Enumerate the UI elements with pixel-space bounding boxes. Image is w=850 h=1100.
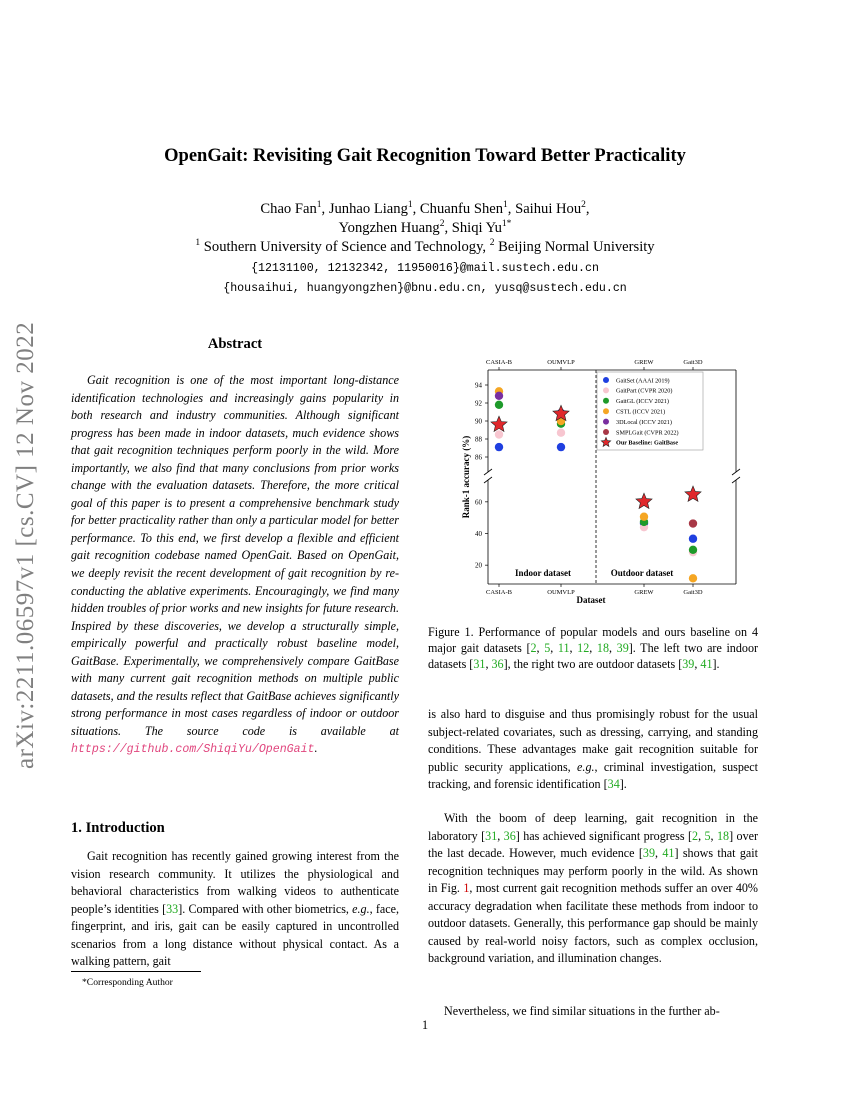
legend-label: CSTL (ICCV 2021) <box>616 408 666 416</box>
citation-link[interactable]: 11 <box>557 641 570 655</box>
author-name: Shiqi Yu <box>451 219 502 236</box>
top-tick-label: CASIA-B <box>485 359 513 366</box>
right-paragraph-3: Nevertheless, we find similar situations in the further ab- <box>444 1004 720 1018</box>
paper-title: OpenGait: Revisiting Gait Recognition Toward Better Practicality <box>164 146 686 166</box>
author-affiliation-mark: 1* <box>501 219 512 229</box>
email-line-2: {housaihui, huangyongzhen}@bnu.edu.cn, yusq@sustech.edu.cn <box>223 282 627 295</box>
abstract-text <box>71 372 399 759</box>
figure-caption: Figure 1. Performance of popular models and ours baseline on 4 major gait datasets [2, 5, 11, 12, 18, 39]. The left two are indoor datasets [31, 36], the right two are outdoor datasets [39, 41]. <box>428 625 759 671</box>
affiliation-1: Southern University of Science and Technology, <box>203 238 487 255</box>
x-tick-label: OUMVLP <box>547 589 575 596</box>
data-point <box>495 443 503 451</box>
text-run: Figure 1. Performance of popular models and ours baseline on 4 major gait datasets [ <box>428 625 758 655</box>
citation-link[interactable]: 2 <box>530 641 537 655</box>
right-paragraph-1 <box>428 706 758 794</box>
text-run: ] has achieved significant progress [ <box>515 828 693 843</box>
x-tick-label: CASIA-B <box>485 589 513 596</box>
affiliation-mark: 1 <box>195 238 201 248</box>
text-run: ] shows that gait recognition techniques may perform poorly in the wild. As shown in Fig. <box>428 846 758 896</box>
y-tick-label: 88 <box>475 435 482 444</box>
text-run: is also hard to disguise and thus promisingly robust for the usual subject-related covariates, such as dressing, carrying, and standing conditions. These advantages make gait recognition suitable for public security applications, <box>428 707 758 774</box>
y-tick-label: 20 <box>475 561 482 570</box>
data-point <box>557 443 565 451</box>
region-label-outdoor: Outdoor dataset <box>610 568 674 578</box>
y-tick-label: 86 <box>475 453 482 462</box>
intro-paragraph <box>71 848 399 971</box>
text-run: ]. Compared with other biometrics, <box>178 901 353 916</box>
figure-1-chart <box>455 348 760 603</box>
legend-marker <box>603 419 609 425</box>
code-link[interactable]: https://github.com/ShiqiYu/OpenGait <box>71 743 315 757</box>
text-run: ]. <box>712 657 720 671</box>
affiliation-2: Beijing Normal University <box>498 238 655 255</box>
region-label-indoor: Indoor dataset <box>514 568 572 578</box>
author-affiliation-mark: 2 <box>581 200 586 210</box>
author-affiliation-mark: 2 <box>439 219 445 229</box>
author-name: Junhao Liang <box>328 200 408 217</box>
legend-marker <box>603 377 609 383</box>
text-run: ], the right two are outdoor datasets [ <box>503 657 683 671</box>
y-tick-label: 94 <box>475 381 482 390</box>
y-axis-label: Rank-1 accuracy (%) <box>461 435 471 519</box>
citation-link[interactable]: 34 <box>607 777 620 792</box>
text-run: e.g. <box>577 759 595 774</box>
data-point <box>689 574 697 582</box>
data-point <box>495 392 503 400</box>
data-point-star <box>685 486 701 501</box>
top-tick-label: Gait3D <box>683 359 703 366</box>
data-point <box>640 513 648 521</box>
author-affiliation-mark: 1 <box>407 200 413 210</box>
text-run: ]. The left two are indoor datasets [ <box>428 641 759 671</box>
author-line-1: Chao Fan$^1$, Junhao Liang$^1$, Chuanfu Shen$^1$, Saihui Hou$^2$, <box>260 200 590 217</box>
page-number: 1 <box>421 1018 429 1032</box>
section-heading-introduction: 1. Introduction <box>71 820 165 836</box>
y-tick-label: 92 <box>475 399 482 408</box>
author-line-2: Yongzhen Huang$^2$, Shiqi $Yu^{1*}$ <box>338 219 512 236</box>
citation-link[interactable]: 33 <box>166 901 179 916</box>
citation-link[interactable]: 39 <box>642 846 655 861</box>
citation-link[interactable]: 39 <box>616 641 629 655</box>
y-tick-label: 40 <box>475 530 482 538</box>
legend-label: SMPLGait (CVPR 2022) <box>616 429 679 437</box>
footnote-rule <box>71 971 201 972</box>
abstract-heading: Abstract <box>207 336 263 352</box>
text-run: With the boom of deep learning, gait recognition in the laboratory [ <box>428 811 758 843</box>
y-tick-label: 90 <box>475 417 482 426</box>
x-axis-label: Dataset <box>576 595 606 603</box>
legend-marker <box>603 398 609 404</box>
x-tick-label: Gait3D <box>683 589 703 596</box>
author-affiliation-mark: 1 <box>503 200 508 210</box>
text-run: Gait recognition has recently gained growing interest from the vision research community. It utilizes the physiological and behavioral characteristics from walking videos to authenticate people’s identities [ <box>71 849 399 916</box>
data-point-star <box>491 416 507 431</box>
top-tick-label: OUMVLP <box>547 359 575 366</box>
citation-link[interactable]: 5 <box>544 641 551 655</box>
top-tick-label: GREW <box>634 359 654 366</box>
citation-link[interactable]: 2 <box>692 828 699 843</box>
data-point <box>495 430 503 438</box>
data-point <box>689 535 697 543</box>
author-name: Yongzhen Huang <box>338 219 440 236</box>
data-point <box>495 401 503 409</box>
legend-label: GaitPart (CVPR 2020) <box>616 387 673 395</box>
citation-link[interactable]: 39 <box>682 657 695 671</box>
legend-label: 3DLocal (ICCV 2021) <box>616 418 672 426</box>
legend-marker <box>603 429 609 435</box>
text-run: , face, fingerprint, and iris, gait can be easily captured in uncontrolled scenarios from a long distance without physical contact. As a walking pattern, gait <box>71 901 400 969</box>
author-name: Chuanfu Shen <box>419 200 504 217</box>
legend-label: GaitSet (AAAI 2019) <box>616 377 670 385</box>
affiliation-line <box>80 238 770 256</box>
legend-marker <box>603 408 609 414</box>
data-point <box>689 546 697 554</box>
author-name: Chao Fan <box>260 200 317 217</box>
text-run: ] over the last decade. However, much evidence [ <box>428 828 759 861</box>
arxiv-identifier: arXiv:2211.06597v1 [cs.CV] 12 Nov 2022 <box>12 321 39 769</box>
right-paragraph-2: With the boom of deep learning, gait recognition in the laboratory [31, 36] has achieved significant progress [2, 5, 18] over the last decade. However, much evidence [39, 41] shows that gait recognition techniques may perform poorly in the wild. As shown in Fig. 1, most current gait recognition methods suffer an over 40% accuracy degradation when facilitate these methods from indoor to outdoor datasets. Generally, this performance gap should be mainly caused by real-world noisy factors, such as complex occlusion, background variation, and illumination changes. <box>428 811 759 966</box>
citation-link[interactable]: 18 <box>596 641 609 655</box>
legend-label: GaitGL (ICCV 2021) <box>616 398 669 406</box>
legend-label: Our Baseline: GaitBase <box>616 439 679 447</box>
affiliation-mark: 2 <box>489 238 495 248</box>
figure-ref-link[interactable]: 1 <box>463 881 470 896</box>
citation-link[interactable]: 12 <box>577 641 590 655</box>
text-run: ]. <box>619 777 627 792</box>
data-point <box>689 519 697 527</box>
abstract-end: . <box>314 741 318 756</box>
y-tick-label: 60 <box>475 498 482 507</box>
citation-link[interactable]: 41 <box>662 846 675 861</box>
data-point <box>557 429 565 437</box>
text-run: e.g. <box>352 901 370 916</box>
footnote: *Corresponding Author <box>82 977 173 988</box>
abstract-paragraph: Gait recognition is one of the most important long-distance identification technologies and increasingly gains popularity in both research and industry communities. Although significant progress has been made in indoor datasets, much evidence shows that gait recognition techniques perform poorly in the wild. More importantly, we also find that many conclusions from prior works change with the evaluation datasets. Therefore, the more critical goal of this paper is to present a comprehensive benchmark study for better practicality rather than only a particular model for better performance. To this end, we first develop a flexible and efficient gait recognition codebase named OpenGait. Based on OpenGait, we deeply revisit the recent development of gait recognition by re-conducting the ablative experiments. Encouragingly, we find many hidden troubles of prior works and new insights for future research. Inspired by these discoveries, we develop a structurally simple, empirically powerful and practically robust baseline model, GaitBase. Experimentally, we comprehensively compare GaitBase with many current gait recognition methods on multiple public datasets, and the results reflect that GaitBase achieves significantly strong performance in most cases regardless of indoor or outdoor situations. The source code is available at <box>71 373 399 738</box>
legend-marker <box>603 387 609 393</box>
citation-link[interactable]: 31 <box>485 828 498 843</box>
text-run: , criminal investigation, suspect tracking, and forensic identification [ <box>428 759 759 792</box>
email-line-1: {12131100, 12132342, 11950016}@mail.sustech.edu.cn <box>251 262 599 275</box>
x-tick-label: GREW <box>634 589 654 596</box>
citation-link[interactable]: 5 <box>704 828 711 843</box>
citation-link[interactable]: 36 <box>503 828 516 843</box>
author-name: Saihui Hou <box>515 200 582 217</box>
author-affiliation-mark: 1 <box>316 200 322 210</box>
citation-link[interactable]: 31 <box>473 657 486 671</box>
text-run: , most current gait recognition methods suffer an over 40% accuracy degradation when facilitate these methods from indoor to outdoor datasets. Generally, this performance gap should be mainly caused by real-world noisy factors, such as complex occlusion, background variation, and illumination changes. <box>428 881 758 966</box>
citation-link[interactable]: 41 <box>700 657 713 671</box>
citation-link[interactable]: 36 <box>491 657 504 671</box>
data-point-star <box>636 493 652 508</box>
citation-link[interactable]: 18 <box>716 828 730 843</box>
